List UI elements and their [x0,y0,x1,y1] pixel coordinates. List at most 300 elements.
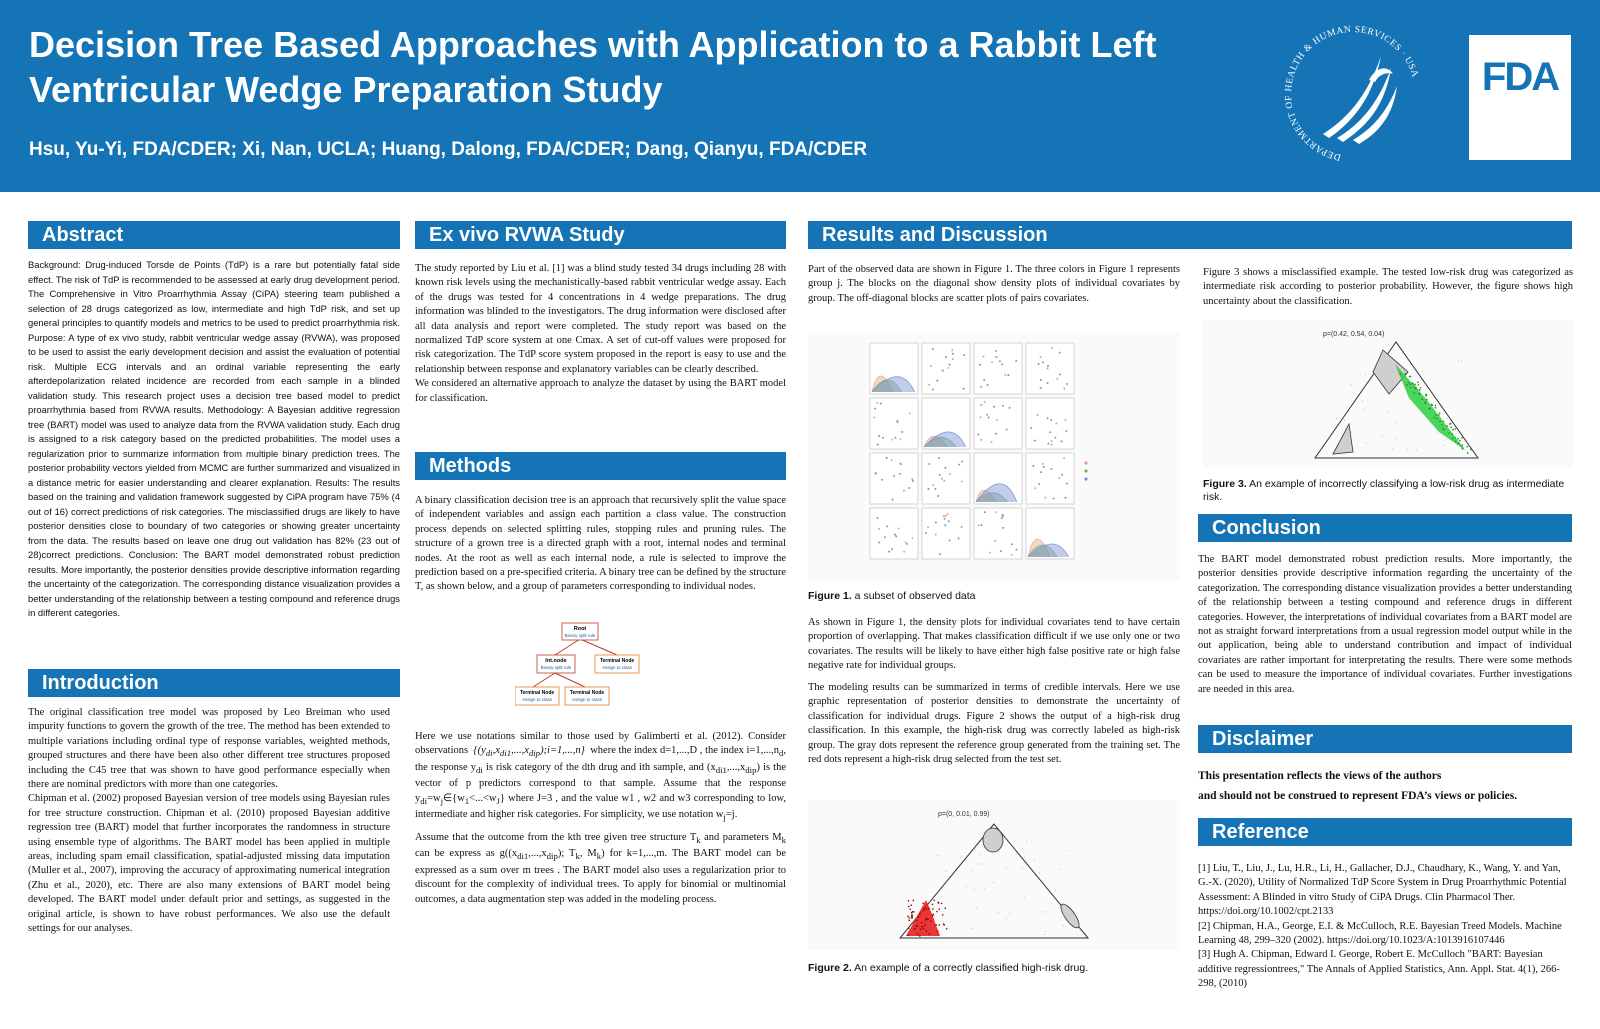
scatter-point [1038,363,1040,365]
sample-dot [937,930,939,932]
fda-logo [1469,35,1571,160]
reference-dot [1060,869,1061,870]
reference-dot [1344,420,1345,421]
pairs-panel [1026,343,1074,394]
sample-dot [1452,433,1454,435]
scatter-point [911,537,913,539]
sample-dot [1408,382,1410,384]
reference-dot [1351,432,1352,433]
scatter-point [1064,497,1066,499]
reference-dot [1394,422,1395,423]
exvivo-paragraph-1: The study reported by Liu et al. [1] was a blind study tested 34 drugs including 28 with known risk levels using the mechanistically-based rabbit ventricular wedge assay. Each of the drugs was tested for 4 concentrations in 4 wedge preparations. The drug information was blinded to the investigators. The drug information were disclosed after all data analysis and report were completed. The study report was based on the normalized TdP score system at one Cmax. A set of cut-off values were proposed for risk categorization. The TdP score system proposed in the report is easy to use and the relationship between response and explanatory variables can be clearly described. [415,263,786,375]
sample-dot [1411,382,1413,384]
scatter-point [977,434,979,436]
scatter-point [900,463,902,465]
sample-dot [1442,428,1444,430]
reference-dot [937,855,938,856]
scatter-point [1001,517,1003,519]
sample-dot [1448,432,1450,434]
sample-dot [928,933,930,935]
sample-dot [1461,448,1463,450]
reference-dot [1378,361,1379,362]
pairs-panel [1026,453,1074,504]
scatter-point [1030,427,1032,429]
sample-dot [1454,437,1456,439]
scatter-point [876,517,878,519]
scatter-point [1042,463,1044,465]
scatter-point [932,484,934,486]
scatter-point [1061,474,1063,476]
scatter-point [1066,483,1068,485]
sample-dot [932,908,934,910]
scatter-point [978,524,980,526]
reference-dot [1044,911,1045,912]
scatter-point [1034,440,1036,442]
tree-terminal-label: Terminal Node [519,690,555,696]
scatter-point [1047,417,1049,419]
scatter-point [1044,497,1046,499]
reference-dot [975,850,976,851]
sample-dot [926,930,928,932]
sample-dot [920,929,922,931]
figure-3-probability-label: p=(0.42, 0.54, 0.04) [1323,331,1385,338]
disclaimer-text [1198,766,1578,806]
scatter-point [1004,374,1006,376]
scatter-point [878,541,880,543]
scatter-point [943,480,945,482]
sample-dot [1426,399,1428,401]
reference-dot [1350,384,1351,385]
pairs-panel [922,343,970,394]
scatter-point [1049,431,1051,433]
sample-dot [1443,429,1445,431]
scatter-point [935,521,937,523]
scatter-point [873,416,875,418]
reference-dot [993,882,994,883]
sample-dot [1457,438,1459,440]
scatter-point [943,515,945,517]
sample-dot [1452,429,1454,431]
reference-dot [973,888,974,889]
sample-dot [1410,383,1412,385]
sample-dot [1416,388,1418,390]
reference-dot [1006,918,1007,919]
introduction-paragraph-1: The original classification tree model was proposed by Leo Breiman who used impurity functions to govern the growth of the tree. The method has been extended to multiple variations including ordinal type of response variables, weighted methods, grouped structures and there have been also other different tree structures proposed including the C45 tree that was shown to have good performance especially when there are nominal predictors with more than one categories. [28,707,390,791]
scatter-point [932,348,934,350]
scatter-point [927,488,929,490]
scatter-point [876,402,878,404]
reference-dot [1392,449,1393,450]
reference-dot [1392,382,1393,383]
sample-dot [908,906,910,908]
scatter-point [932,388,934,390]
scatter-point [897,528,899,530]
sample-dot [930,920,932,922]
sample-dot [919,913,921,915]
tree-internal-label: Int.node [545,658,567,664]
scatter-point [951,349,953,351]
pairs-panel [922,453,970,504]
methods-heading: Methods [415,452,786,480]
sample-dot [942,914,944,916]
reference-dot [1363,408,1364,409]
conclusion-text: The BART model demonstrated robust prediction results. More importantly, the posterior densities provide descriptive information regarding the uncertainty of the categorization. The corresponding distance visualization provides a better understanding of the relationship between a testing compound and reference drugs in different categories. However, the interpretations of individual covariates from a BART model are not as straight forward interpretations from a usual regression model output while in the out application, being able to understand contribution and impact of individual covariates are rather important for interpretating the results. There were some methods can be used to measure the importance of individual covariates. Further investigations are needed in this area. [1198,554,1572,695]
scatter-point [1064,419,1066,421]
scatter-point [874,473,876,475]
scatter-point [999,360,1001,362]
scatter-point [1066,383,1068,385]
figure-3-ternary-plot [1203,320,1573,468]
scatter-point [944,467,946,469]
reference-dot [1009,914,1010,915]
scatter-point [991,361,993,363]
scatter-point [961,526,963,528]
scatter-point [891,439,893,441]
sample-dot [917,916,919,918]
scatter-point [945,515,947,517]
sample-dot [1454,428,1456,430]
figure-1-scatter-matrix [808,333,1180,581]
scatter-point [930,365,932,367]
sample-dot [1467,446,1469,448]
reference-dot [1066,851,1067,852]
scatter-point [1032,465,1034,467]
scatter-point [989,552,991,554]
methods-notation-text [415,730,786,907]
sample-dot [1449,423,1451,425]
sample-dot [935,924,937,926]
reference-dot [1388,366,1389,367]
sample-dot [933,899,935,901]
methods-paragraph-3: Assume that the outcome from the kth tree given tree structure $T_k$ and parameters $M_k$ can be express as $g((x_{di1},...,x_{dip})$; $T_k$, $M_k$) for k=1,...,m. The BART model can be expressed as a sum over m trees . The BART model also uses a regularization prior to discount for the complexity of individual trees. To apply for binomial or multinomial outcomes, a data augmentation step was added in the modeling process. [415,831,787,905]
scatter-point [1063,457,1065,459]
sample-dot [1410,387,1412,389]
scatter-point [880,403,882,405]
scatter-point [949,473,951,475]
scatter-point [1051,440,1053,442]
sample-dot [1418,384,1420,386]
sample-dot [1414,392,1416,394]
sample-dot [1441,424,1443,426]
sample-dot [1426,394,1428,396]
sample-dot [1462,444,1464,446]
sample-dot [917,933,919,935]
reference-dot [1026,841,1027,842]
exvivo-text [415,262,786,406]
sample-dot [1438,414,1440,416]
svg-text:DEPARTMENT OF HEALTH & HUMAN S: DEPARTMENT OF HEALTH & HUMAN SERVICES · USA [1283,24,1420,162]
scatter-point [1051,444,1053,446]
pairs-panel [974,508,1022,559]
sample-dot [933,913,935,915]
fda-logo-text: FDA [1481,55,1559,99]
disclaimer-line-2: and should not be construed to represent FDA’s views or policies. [1198,790,1518,802]
scatter-point [936,380,938,382]
sample-dot [1399,373,1401,375]
scatter-point [905,541,907,543]
scatter-point [893,475,895,477]
reference-dot [980,854,981,855]
sample-dot [1419,393,1421,395]
sample-dot [1459,440,1461,442]
reference-dot [1006,868,1007,869]
scatter-point [1047,367,1049,369]
scatter-point [1059,374,1061,376]
scatter-point [1011,543,1013,545]
reference-dot [1458,360,1459,361]
reference-dot [1407,449,1408,450]
results-paragraph-4: Figure 3 shows a misclassified example. The tested low-risk drug was categorized as intermediate risk according to posterior probability. However, the figure shows high uncertainty about the classification. [1203,267,1573,307]
sample-dot [1431,404,1433,406]
scatter-point [911,478,913,480]
pairs-panel [1026,398,1074,449]
reference-dot [978,864,979,865]
sample-dot [925,919,927,921]
reference-dot [1461,361,1462,362]
reference-dot [1446,439,1447,440]
scatter-point [995,350,997,352]
sample-dot [917,925,919,927]
reference-list [1198,862,1572,992]
tree-terminal-label: Terminal Node [599,658,635,664]
disclaimer-line-1: This presentation reflects the views of the authors [1198,770,1442,782]
sample-dot [916,920,918,922]
introduction-text [28,706,390,937]
scatter-point [881,479,883,481]
reference-dot [966,886,967,887]
tree-internal-rule: Binary split rule [540,665,572,670]
sample-dot [1406,384,1408,386]
scatter-point [1059,352,1061,354]
scatter-point [878,528,880,530]
scatter-point [927,526,929,528]
figure-2-probability-label: p=(0, 0.01, 0.99) [938,811,990,818]
methods-paragraph-1: A binary classification decision tree is an approach that recursively split the value space of independent variables and assign each partition a class value. The construction process depends on selected splitting rules, stopping rules and pruning rules. The structure of a grown tree is a directed graph with a root, internal nodes and terminal nodes. At the root as well as each internal node, a rule is selected to improve the prediction based on a pre-specified criteria. A binary tree can be defined by the structure T, as shown below, and a group of parameters corresponding to individual nodes. [415,495,786,593]
reference-dot [1039,872,1040,873]
sample-dot [1460,446,1462,448]
scatter-point [891,459,893,461]
sample-dot [913,911,915,913]
reference-dot [1055,890,1056,891]
tree-terminal-action: Assign to class [601,665,633,670]
scatter-point [1047,382,1049,384]
exvivo-heading: Ex vivo RVWA Study [415,221,786,249]
scatter-point [982,356,984,358]
reference-dot [1016,854,1017,855]
sample-dot [924,907,926,909]
scatter-point [1040,387,1042,389]
scatter-point [1002,527,1004,529]
scatter-point [1042,361,1044,363]
sample-dot [907,915,909,917]
sample-dot [1443,421,1445,423]
scatter-point [958,537,960,539]
abstract-heading: Abstract [28,221,400,249]
scatter-point [1065,430,1067,432]
reference-dot [998,912,999,913]
reference-dot [984,888,985,889]
reference-dot [934,915,935,916]
scatter-point [983,379,985,381]
sample-dot [946,928,948,930]
sample-dot [908,917,910,919]
scatter-point [944,524,946,526]
legend-marker [1084,461,1087,464]
sample-dot [938,908,940,910]
abstract-text: Background: Drug-induced Torsde de Points (TdP) is a rare but potentially fatal side effect. The risk of TdP is recommended to be assessed at early drug development period. The Comprehensive in Vitro Proarrhythmia Assay (CiPA) steering team published a selection of 28 drugs categorized as low, intermediate and high TdP risk, and set up general principles to quantify models and metrics to be used to predict proarrhythmia risk. Purpose: A type of ex vivo study, rabbit ventricular wedge assay (RVWA), was proposed to be used to assist the early development decision and assist the evaluation of potential risk. Multiple ECG intervals and an ordinal variable representing the early afterdepolarization related incidence are recorded from each sample in a blinded validation study. This research project uses a decision tree based model to predict proarrhythmia based from RVWA results. Methodology: A Bayesian additive regression tree (BART) model was used to analyze data from the RVWA validation study. Each drug is assigned to a risk category based on the predicted probabilities. The model uses a regularization prior to summarize information from multiple binary prediction trees. The posterior probability vectors yielded from MCMC are further summarized and visualized in a distance metric for easier understanding and clearer explanation. Results: The results based on the training and validation framework suggested by CiPA program have 75% (4 out of 16) correct predictions of risk categories. The misclassified drugs are likely to have posterior densities close to boundary of two categories or showing greater uncertainty from the data. The results based on leave one drug out validation has 82% (23 out of 28)correct predictions. Conclusion: The BART model demonstrated robust prediction results. More importantly, the posterior densities provide descriptive information regarding the uncertainty of the categorization. The corresponding distance visualization provides a better understanding of the relationship between a testing compound and reference drugs in different categories. [28,259,400,618]
sample-dot [1470,448,1472,450]
reference-dot [1041,912,1042,913]
scatter-point [994,540,996,542]
scatter-point [1009,407,1011,409]
scatter-point [1047,443,1049,445]
reference-dot [1428,407,1429,408]
sample-dot [908,919,910,921]
reference-dot [1441,417,1442,418]
scatter-point [952,353,954,355]
sample-dot [1461,437,1463,439]
reference-dot [1362,400,1363,401]
reference-dot [982,863,983,864]
scatter-point [963,388,965,390]
reference-dot [941,896,942,897]
scatter-point [939,553,941,555]
scatter-point [988,416,990,418]
reference-dot [1044,934,1045,935]
reference-dot [1365,374,1366,375]
scatter-point [952,358,954,360]
legend-marker [1084,469,1087,472]
reference-dot [1024,856,1025,857]
reference-dot [1063,925,1064,926]
reference-dot [948,856,949,857]
sample-dot [924,924,926,926]
scatter-point [944,518,946,520]
pairs-panel [870,453,918,504]
scatter-point [882,437,884,439]
sample-dot [928,908,930,910]
reference-heading: Reference [1198,818,1572,846]
sample-dot [1439,413,1441,415]
sample-dot [1446,425,1448,427]
sample-dot [923,909,925,911]
scatter-point [980,386,982,388]
sample-dot [921,922,923,924]
scatter-point [1001,363,1003,365]
scatter-point [1056,378,1058,380]
sample-dot [944,907,946,909]
reference-dot [1447,418,1448,419]
sample-dot [908,900,910,902]
reference-dot [1045,931,1046,932]
conclusion-heading: Conclusion [1198,514,1572,542]
sample-dot [1435,414,1437,416]
sample-dot [1452,438,1454,440]
scatter-point [906,543,908,545]
sample-dot [912,911,914,913]
sample-dot [922,902,924,904]
sample-dot [1421,398,1423,400]
scatter-point [949,364,951,366]
sample-dot [1414,388,1416,390]
sample-dot [1419,389,1421,391]
figure-2-caption: Figure 2. An example of a correctly classified high-risk drug. [808,962,1089,974]
scatter-point [896,421,898,423]
hhs-seal-icon [1283,16,1423,176]
tree-terminal-action: Assign to class [571,697,603,702]
sample-dot [936,911,938,913]
scatter-point [991,441,993,443]
scatter-point [886,525,888,527]
sample-dot [938,924,940,926]
scatter-point [884,536,886,538]
scatter-point [894,437,896,439]
sample-dot [915,925,917,927]
scatter-point [892,499,894,501]
scatter-point [986,414,988,416]
sample-dot [907,934,909,936]
scatter-point [878,435,880,437]
sample-dot [941,903,943,905]
results-heading: Results and Discussion [808,221,1572,249]
reference-dot [960,856,961,857]
sample-dot [1450,426,1452,428]
sample-dot [913,900,915,902]
sample-dot [943,924,945,926]
scatter-point [984,511,986,513]
sample-dot [1425,401,1427,403]
scatter-point [948,520,950,522]
sample-dot [938,902,940,904]
results-paragraph-1: Part of the observed data are shown in Figure 1. The three colors in Figure 1 represents group j. The blocks on the diagonal show density plots of individual covariates by group. The off-diagonal blocks are scatter plots of pairs covariates. [808,264,1180,304]
scatter-point [980,439,982,441]
scatter-point [942,370,944,372]
poster-header [0,0,1600,192]
introduction-heading: Introduction [28,669,400,697]
sample-dot [1429,408,1431,410]
sample-dot [1434,417,1436,419]
reference-dot [1336,418,1337,419]
scatter-point [984,401,986,403]
reference-dot [1024,897,1025,898]
sample-dot [1414,384,1416,386]
figure-3-caption: Figure 3. An example of incorrectly classifying a low-risk drug as intermediate risk. [1203,478,1565,503]
reference-dot [1387,412,1388,413]
results-paragraph-3: The modeling results can be summarized in terms of credible intervals. Here we use graphic representation of posterior densities to demonstrate the uncertainty of classification for individual drugs. Figure 2 shows the output of a high-risk drug classification. In this example, the high-risk drug was correctly labeled as high-risk group. The gray dots represent the reference group generated from the training set. The red dots represent a high-risk drug selected from the test set. [808,682,1180,766]
scatter-point [1002,514,1004,516]
reference-dot [1034,860,1035,861]
figure-1-caption: Figure 1. a subset of observed data [808,590,976,602]
reference-dot [1366,442,1367,443]
scatter-point [1011,554,1013,556]
scatter-point [928,463,930,465]
scatter-point [1000,550,1002,552]
scatter-point [1051,347,1053,349]
tree-root-label: Root [573,626,587,632]
sample-dot [1455,441,1457,443]
scatter-point [958,464,960,466]
scatter-point [1007,374,1009,376]
scatter-point [980,416,982,418]
sample-dot [926,908,928,910]
sample-dot [908,928,910,930]
sample-dot [932,903,934,905]
scatter-point [901,431,903,433]
tree-root-rule: Binary split rule [564,633,596,638]
scatter-point [1006,428,1008,430]
scatter-point [903,551,905,553]
reference-dot [938,897,939,898]
